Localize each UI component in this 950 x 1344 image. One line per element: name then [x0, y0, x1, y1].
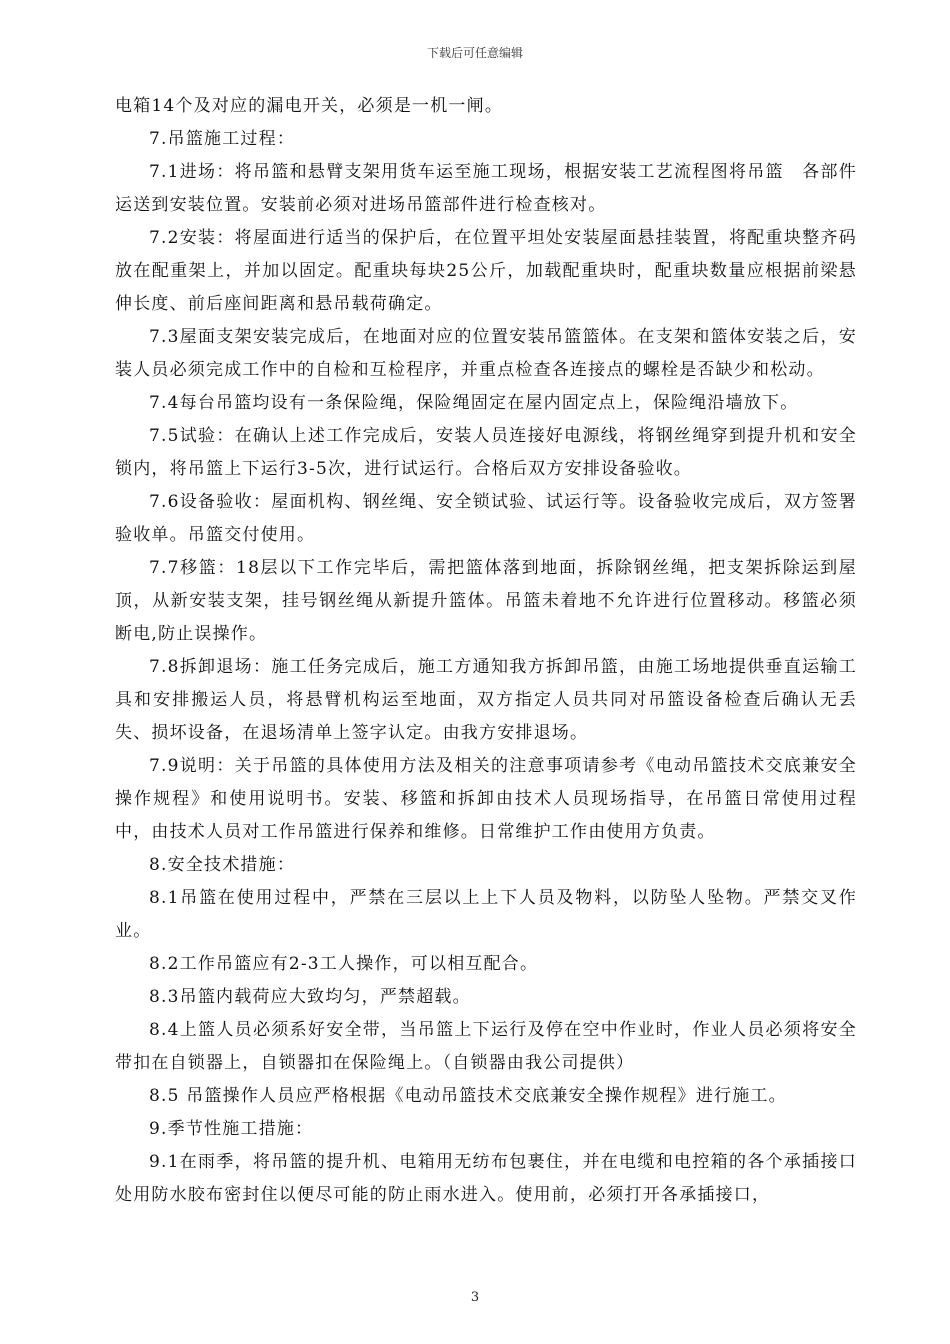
paragraph: 8.3吊篮内载荷应大致均匀，严禁超载。: [149, 987, 471, 1007]
paragraph: 8.2工作吊篮应有2-3工人操作，可以相互配合。: [149, 954, 539, 974]
paragraph: 7.吊篮施工过程：: [149, 129, 296, 149]
paragraph: 7.3屋面支架安装完成后，在地面对应的位置安装吊篮篮体。在支架和篮体安装之后，安装人员必须完成工作中的自检和互检程序，并重点检查各连接点的螺栓是否缺少和松动。: [115, 327, 857, 380]
paragraph: 7.2安装：将屋面进行适当的保护后，在位置平坦处安装屋面悬挂装置，将配重块整齐码放在配重架上，并加以固定。配重块每块25公斤，加载配重块时，配重块数量应根据前梁悬伸长度、前后座间距离和悬吊载荷确定。: [115, 228, 857, 314]
paragraph: 7.5试验：在确认上述工作完成后，安装人员连接好电源线，将钢丝绳穿到提升机和安全锁内，将吊篮上下运行3-5次，进行试运行。合格后双方安排设备验收。: [115, 426, 857, 479]
paragraph: 9.季节性施工措施：: [149, 1119, 314, 1139]
paragraph: 8.安全技术措施：: [149, 855, 296, 875]
paragraph: 7.8拆卸退场：施工任务完成后，施工方通知我方拆卸吊篮，由施工场地提供垂直运输工具和安排搬运人员，将悬臂机构运至地面，双方指定人员共同对吊篮设备检查后确认无丢失、损坏设备，在退场清单上签字认定。由我方安排退场。: [115, 657, 857, 743]
paragraph: 8.5 吊篮操作人员应严格根据《电动吊篮技术交底兼安全操作规程》进行施工。: [149, 1086, 787, 1106]
page-header: 下载后可任意编辑: [426, 46, 523, 60]
paragraph: 9.1在雨季，将吊篮的提升机、电箱用无纺布包裹住，并在电缆和电控箱的各个承插接口处用防水胶布密封住以便尽可能的防止雨水进入。使用前，必须打开各承插接口，: [115, 1152, 857, 1205]
paragraph: 7.7移篮：18层以下工作完毕后，需把篮体落到地面，拆除钢丝绳，把支架拆除运到屋顶，从新安装支架，挂号钢丝绳从新提升篮体。吊篮未着地不允许进行位置移动。移篮必须断电,防止误操作。: [115, 558, 857, 644]
paragraph: 8.1吊篮在使用过程中，严禁在三层以上上下人员及物料，以防坠人坠物。严禁交叉作业。: [115, 888, 857, 941]
paragraph: 电箱14个及对应的漏电开关，必须是一机一闸。: [115, 96, 504, 116]
paragraph: 7.6设备验收：屋面机构、钢丝绳、安全锁试验、试运行等。设备验收完成后，双方签署验收单。吊篮交付使用。: [115, 492, 857, 545]
page-number: 3: [470, 1290, 480, 1305]
paragraph: 7.4每台吊篮均设有一条保险绳，保险绳固定在屋内固定点上，保险绳沿墙放下。: [149, 393, 799, 413]
paragraph: 7.1进场：将吊篮和悬臂支架用货车运至施工现场，根据安装工艺流程图将吊篮 各部件运送到安装位置。安装前必须对进场吊篮部件进行检查核对。: [115, 162, 857, 215]
document-body: [115, 90, 857, 1212]
paragraph: 8.4上篮人员必须系好安全带，当吊篮上下运行及停在空中作业时，作业人员必须将安全带扣在自锁器上，自锁器扣在保险绳上。（自锁器由我公司提供）: [115, 1020, 857, 1073]
paragraph: 7.9说明：关于吊篮的具体使用方法及相关的注意事项请参考《电动吊篮技术交底兼安全操作规程》和使用说明书。安装、移篮和拆卸由技术人员现场指导，在吊篮日常使用过程中，由技术人员对工作吊篮进行保养和维修。日常维护工作由使用方负责。: [115, 756, 857, 842]
